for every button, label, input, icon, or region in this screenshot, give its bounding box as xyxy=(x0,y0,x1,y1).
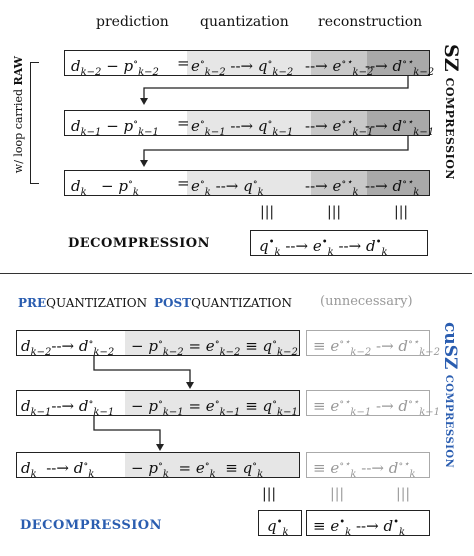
feedback-arrow-2 xyxy=(136,136,436,168)
header-prequantization: PREQUANTIZATION xyxy=(18,296,148,310)
cusz-equiv-e: ||| xyxy=(330,486,345,502)
sz-decompression-box: $q^•_k$ --→ $e^•_k$ --→ $d^•_k$ xyxy=(250,230,428,256)
sz-row-1: $d_{k-2} - p^\circ_{k-2}$ = $e^\circ_{k-2}$ --→ $q^\circ_{k-2}$ --→ $e^{\circ⋆}_{k-2}$ --→ $d^{\circ⋆}_{k-2}$ xyxy=(64,50,430,76)
header-reconstruction: reconstruction xyxy=(318,14,423,30)
cusz-decompression-box: ≡ $e^•_k$ --→ $d^•_k$ xyxy=(306,510,430,536)
cusz-arrow-2 xyxy=(90,416,210,452)
cusz-compression-title: cuSZ compression xyxy=(440,322,460,469)
sz-row-3: $d_k - p^\circ_k$ = $e^\circ_k$ --→ $q^\circ_k$ --→ $e^{\circ⋆}_k$ --→ $d^{\circ⋆}_k$ xyxy=(64,170,430,196)
cusz-decompression-q-box: $q^•_k$ xyxy=(258,510,302,536)
header-postquantization: POSTQUANTIZATION xyxy=(154,296,292,310)
header-unnecessary: (unnecessary) xyxy=(320,294,413,309)
side-bracket xyxy=(30,62,39,184)
sz-equiv-d: ||| xyxy=(394,204,409,220)
sz-decompression-label: DECOMPRESSION xyxy=(68,236,211,251)
sz-row-2: $d_{k-1} - p^\circ_{k-1}$ = $e^\circ_{k-1}$ --→ $q^\circ_{k-1}$ --→ $e^{\circ⋆}_{k-1}$ --→ $d^{\circ⋆}_{k-1}$ xyxy=(64,110,430,136)
cusz-row-3: $d_k$ --→ $d^\circ_k$ − $p^\circ_k = e^\circ_k \equiv q^\circ_k$ xyxy=(16,452,300,478)
cusz-unnecessary-row-2: ≡ $e^{\circ⋆}_{k-1} -\to d^{\circ⋆}_{k-1}$ xyxy=(306,390,430,416)
cusz-unnecessary-row-1: ≡ $e^{\circ⋆}_{k-2} -\to d^{\circ⋆}_{k-2}$ xyxy=(306,330,430,356)
header-prediction: prediction xyxy=(96,14,169,30)
sz-compression-title: SZ compression xyxy=(440,44,462,180)
cusz-equiv-d: ||| xyxy=(396,486,411,502)
cusz-row-1: $d_{k-2}--\to d^\circ_{k-2}$ − $p^\circ_{k-2} = e^\circ_{k-2} \equiv q^\circ_{k-2}$ xyxy=(16,330,300,356)
feedback-arrow-1 xyxy=(136,76,436,106)
cusz-decompression-label: DECOMPRESSION xyxy=(20,518,163,533)
sz-equiv-e: ||| xyxy=(327,204,342,220)
sz-row1-text: $d_{k-2} - p^\circ_{k-2}$ xyxy=(71,57,159,78)
header-quantization: quantization xyxy=(200,14,289,30)
cusz-row-2: $d_{k-1}--\to d^\circ_{k-1}$ − $p^\circ_{k-1} = e^\circ_{k-1} \equiv q^\circ_{k-1}$ xyxy=(16,390,300,416)
cusz-arrow-1 xyxy=(90,356,210,392)
cusz-equiv-q: ||| xyxy=(262,486,277,502)
cusz-unnecessary-row-3: ≡ $e^{\circ⋆}_k$ --→ $d^{\circ⋆}_k$ xyxy=(306,452,430,478)
side-label-raw: w/ loop carried RAW xyxy=(12,56,25,174)
sz-equiv-q: ||| xyxy=(260,204,275,220)
